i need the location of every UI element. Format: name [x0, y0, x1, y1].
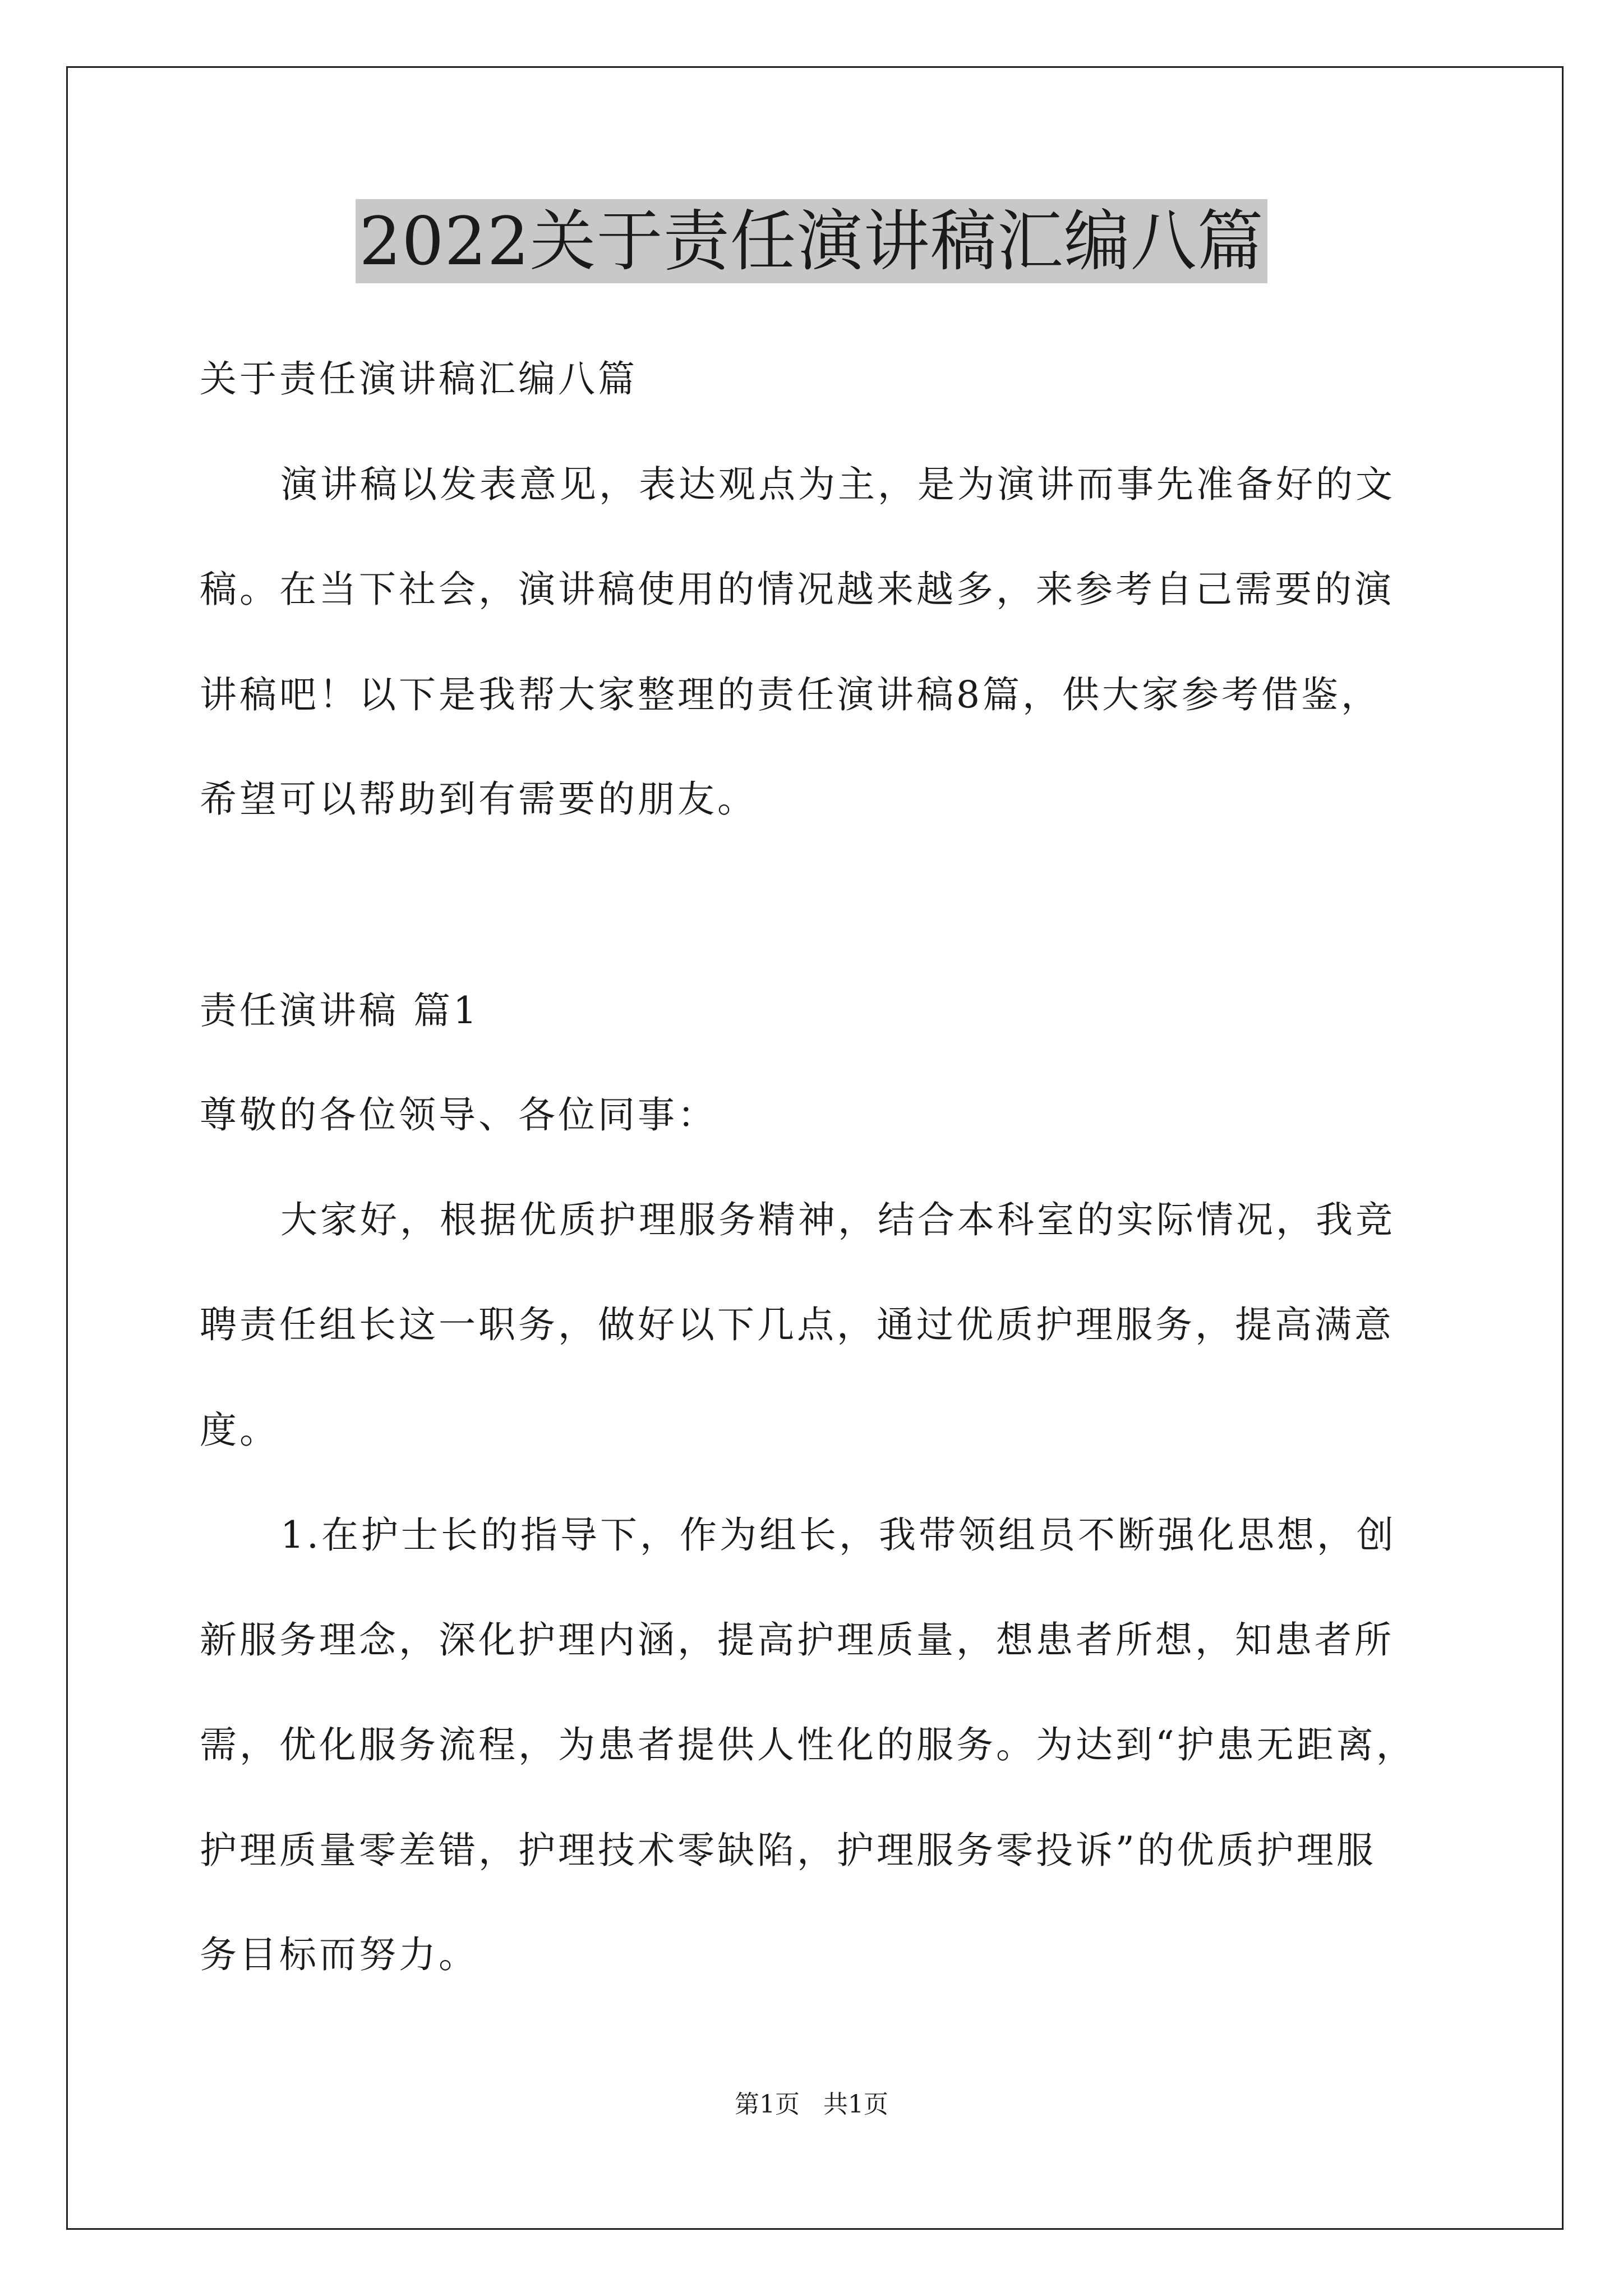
intro-line-1: 演讲稿以发表意见，表达观点为主，是为演讲而事先准备好的文	[280, 463, 1395, 506]
paragraph2-line-1: 1.在护士长的指导下，作为组长，我带领组员不断强化思想，创	[280, 1513, 1396, 1557]
title-container	[0, 199, 1623, 283]
paragraph2-line-2: 新服务理念，深化护理内涵，提高护理质量，想患者所想，知患者所	[200, 1618, 1394, 1662]
intro-line-2: 稿。在当下社会，演讲稿使用的情况越来越多，来参考自己需要的演	[200, 568, 1394, 611]
document-title: 2022关于责任演讲稿汇编八篇	[356, 199, 1267, 283]
section-heading: 责任演讲稿 篇1	[200, 989, 479, 1032]
paragraph2-line-3: 需，优化服务流程，为患者提供人性化的服务。为达到“护患无距离，	[200, 1723, 1416, 1766]
intro-line-4: 希望可以帮助到有需要的朋友。	[200, 777, 757, 821]
paragraph1-line-3: 度。	[200, 1409, 279, 1452]
intro-line-3: 讲稿吧！以下是我帮大家整理的责任演讲稿8篇，供大家参考借鉴，	[200, 673, 1381, 716]
paragraph2-line-4: 护理质量零差错，护理技术零缺陷，护理服务零投诉”的优质护理服	[200, 1829, 1376, 1872]
paragraph1-line-2: 聘责任组长这一职务，做好以下几点，通过优质护理服务，提高满意	[200, 1303, 1394, 1346]
salutation: 尊敬的各位领导、各位同事：	[200, 1093, 717, 1137]
page-footer: 第1页 共1页	[735, 2090, 888, 2119]
paragraph2-line-5: 务目标而努力。	[200, 1933, 478, 1976]
paragraph1-line-1: 大家好，根据优质护理服务精神，结合本科室的实际情况，我竞	[280, 1198, 1395, 1241]
document-subtitle: 关于责任演讲稿汇编八篇	[200, 357, 638, 401]
